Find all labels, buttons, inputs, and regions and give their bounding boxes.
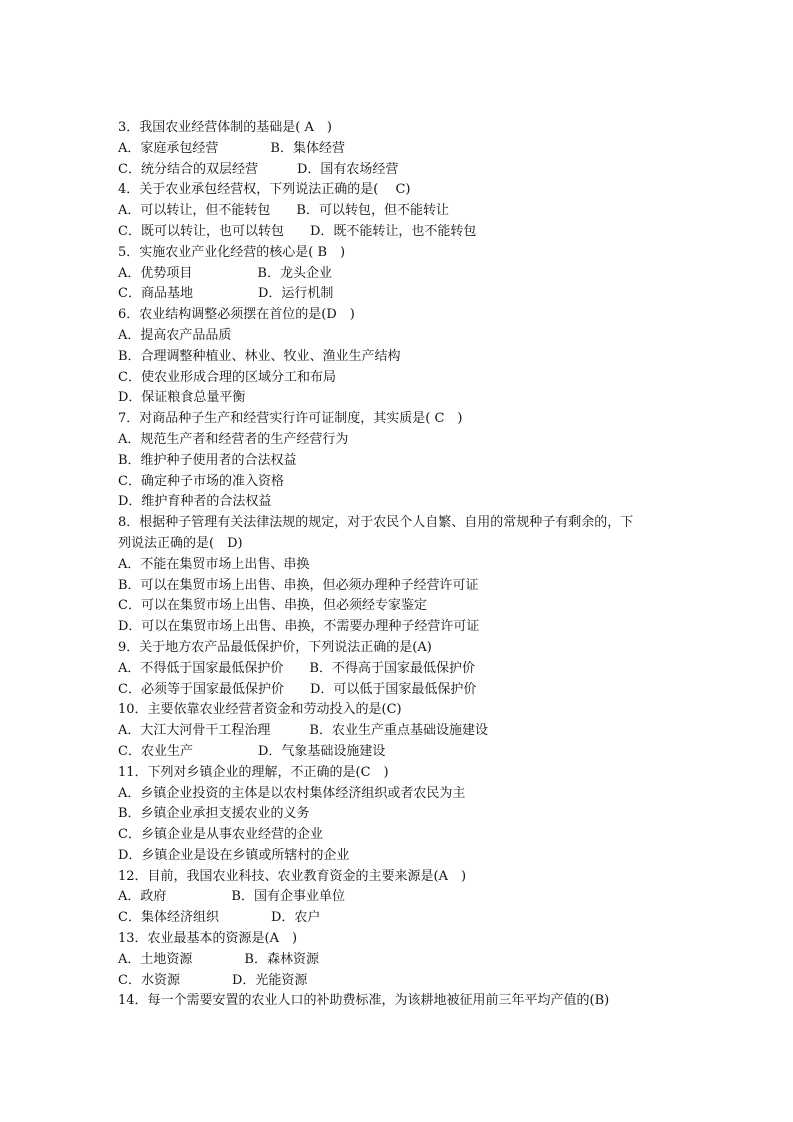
question-6-stem: 6．农业结构调整必须摆在首位的是(D ) — [118, 307, 355, 323]
question-5-stem: 5．实施农业产业化经营的核心是( B ) — [118, 244, 346, 260]
question-7-option-c: C．确定种子市场的准入资格 — [118, 473, 284, 489]
question-11-option-c: C．乡镇企业是从事农业经营的企业 — [118, 827, 323, 843]
question-11-option-b: B．乡镇企业承担支援农业的义务 — [118, 806, 310, 822]
question-9-options-cd: C．必须等于国家最低保护价 D．可以低于国家最低保护价 — [118, 681, 477, 697]
question-7-option-d: D．维护育种者的合法权益 — [118, 494, 272, 510]
question-3-options-ab: A．家庭承包经营 B．集体经营 — [118, 140, 345, 156]
question-8-option-c: C．可以在集贸市场上出售、串换，但必须经专家鉴定 — [118, 598, 427, 614]
question-13-options-ab: A．土地资源 B．森林资源 — [118, 951, 319, 967]
question-12-stem: 12．目前，我国农业科技、农业教育资金的主要来源是(A ) — [118, 868, 467, 884]
question-6-option-b: B．合理调整种植业、林业、牧业、渔业生产结构 — [118, 348, 401, 364]
question-11-stem: 11．下列对乡镇企业的理解，不正确的是(C ) — [118, 764, 389, 780]
question-list — [118, 118, 678, 1012]
question-14-stem: 14．每一个需要安置的农业人口的补助费标准，为该耕地被征用前三年平均产值的(B) — [118, 993, 610, 1009]
question-7-stem: 7．对商品种子生产和经营实行许可证制度，其实质是( C ) — [118, 411, 463, 427]
question-6-option-c: C．使农业形成合理的区域分工和布局 — [118, 369, 336, 385]
question-13-stem: 13．农业最基本的资源是(A ) — [118, 931, 298, 947]
question-8-stem-line2: 列说法正确的是( D) — [118, 535, 243, 551]
question-11-option-d: D．乡镇企业是设在乡镇或所辖村的企业 — [118, 847, 350, 863]
question-5-options-ab: A．优势项目 B．龙头企业 — [118, 265, 332, 281]
question-10-options-cd: C．农业生产 D．气象基础设施建设 — [118, 743, 386, 759]
question-6-option-a: A．提高农产品品质 — [118, 327, 232, 343]
question-12-options-ab: A．政府 B．国有企事业单位 — [118, 889, 345, 905]
question-3-options-cd: C．统分结合的双层经营 D．国有农场经营 — [118, 161, 399, 177]
question-4-stem: 4．关于农业承包经营权，下列说法正确的是( C) — [118, 182, 411, 198]
question-8-stem-line1: 8．根据种子管理有关法律法规的规定，对于农民个人自繁、自用的常规种子有剩余的，下 — [118, 515, 634, 531]
question-8-option-b: B．可以在集贸市场上出售、串换，但必须办理种子经营许可证 — [118, 577, 479, 593]
question-8-option-d: D．可以在集贸市场上出售、串换，不需要办理种子经营许可证 — [118, 619, 480, 635]
question-7-option-b: B．维护种子使用者的合法权益 — [118, 452, 297, 468]
question-12-options-cd: C．集体经济组织 D．农户 — [118, 910, 321, 926]
question-9-options-ab: A．不得低于国家最低保护价 B．不得高于国家最低保护价 — [118, 660, 475, 676]
question-7-option-a: A．规范生产者和经营者的生产经营行为 — [118, 431, 349, 447]
question-8-option-a: A．不能在集贸市场上出售、串换 — [118, 556, 310, 572]
question-9-stem: 9．关于地方农产品最低保护价，下列说法正确的是(A) — [118, 639, 432, 655]
question-5-options-cd: C．商品基地 D．运行机制 — [118, 286, 334, 302]
question-4-options-cd: C．既可以转让，也可以转包 D．既不能转让，也不能转包 — [118, 223, 477, 239]
question-11-option-a: A．乡镇企业投资的主体是以农村集体经济组织或者农民为主 — [118, 785, 466, 801]
question-6-option-d: D．保证粮食总量平衡 — [118, 390, 246, 406]
question-4-options-ab: A．可以转让，但不能转包 B．可以转包，但不能转让 — [118, 203, 449, 219]
question-13-options-cd: C．水资源 D．光能资源 — [118, 972, 308, 988]
question-10-options-ab: A．大江大河骨干工程治理 B．农业生产重点基础设施建设 — [118, 723, 488, 739]
question-10-stem: 10．主要依靠农业经营者资金和劳动投入的是(C) — [118, 702, 402, 718]
question-3-stem: 3．我国农业经营体制的基础是( A ) — [118, 120, 332, 135]
